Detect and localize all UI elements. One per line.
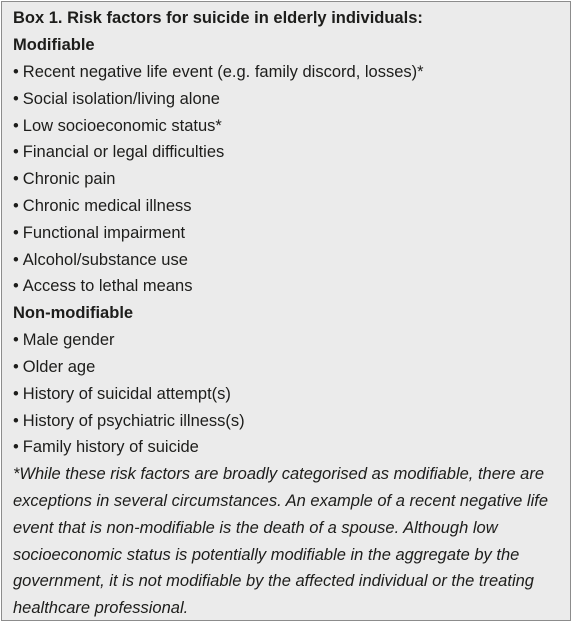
list-item bbox=[13, 434, 570, 461]
bullet-icon: • bbox=[13, 143, 19, 162]
list-item-text: Recent negative life event (e.g. family discord, losses)* bbox=[22, 63, 424, 81]
list-item bbox=[13, 354, 570, 381]
list-item bbox=[13, 273, 570, 300]
bullet-icon: • bbox=[13, 170, 19, 189]
list-item bbox=[13, 247, 570, 274]
risk-factors-box bbox=[1, 1, 571, 621]
list-item bbox=[13, 327, 570, 354]
list-item-text: Male gender bbox=[22, 331, 115, 350]
list-item-text: History of suicidal attempt(s) bbox=[22, 384, 231, 403]
list-item bbox=[13, 408, 570, 435]
bullet-icon: • bbox=[13, 89, 19, 108]
list-item bbox=[13, 59, 570, 86]
list-item-text: Low socioeconomic status* bbox=[22, 116, 222, 135]
list-item-text: Older age bbox=[22, 357, 96, 376]
bullet-icon: • bbox=[13, 196, 19, 215]
list-item-text: Alcohol/substance use bbox=[22, 250, 188, 269]
list-item-text: Access to lethal means bbox=[22, 277, 193, 296]
section-heading-non-modifiable: Non-modifiable bbox=[13, 304, 134, 323]
non-modifiable-list bbox=[13, 327, 570, 461]
list-item bbox=[13, 166, 570, 193]
list-item-text: Chronic medical illness bbox=[22, 196, 192, 215]
bullet-icon: • bbox=[13, 411, 19, 430]
bullet-icon: • bbox=[13, 116, 19, 135]
bullet-icon: • bbox=[13, 63, 19, 81]
list-item bbox=[13, 139, 570, 166]
list-item-text: Family history of suicide bbox=[22, 438, 199, 457]
bullet-icon: • bbox=[13, 223, 19, 242]
box-title: Box 1. Risk factors for suicide in elderly individuals: bbox=[13, 9, 423, 27]
bullet-icon: • bbox=[13, 331, 19, 350]
list-item-text: Financial or legal difficulties bbox=[22, 143, 225, 162]
list-item-text: Functional impairment bbox=[22, 223, 186, 242]
section-heading-modifiable: Modifiable bbox=[13, 36, 95, 54]
list-item bbox=[13, 220, 570, 247]
bullet-icon: • bbox=[13, 250, 19, 269]
bullet-icon: • bbox=[13, 277, 19, 296]
footnote: *While these risk factors are broadly categorised as modifiable, there are exceptions in several circumstances. An example of a recent negative life event that is non-modifiable is the death of a spouse. Although low socioeconomic status is potentially modifiable in the aggregate by the government, it is not modifiable by the affected individual or the treating healthcare professional. bbox=[13, 465, 548, 618]
list-item bbox=[13, 193, 570, 220]
modifiable-list bbox=[13, 59, 570, 300]
bullet-icon: • bbox=[13, 384, 19, 403]
list-item-text: Chronic pain bbox=[22, 170, 116, 189]
bullet-icon: • bbox=[13, 438, 19, 457]
list-item bbox=[13, 86, 570, 113]
list-item-text: History of psychiatric illness(s) bbox=[22, 411, 245, 430]
bullet-icon: • bbox=[13, 357, 19, 376]
list-item bbox=[13, 113, 570, 140]
list-item bbox=[13, 381, 570, 408]
list-item-text: Social isolation/living alone bbox=[22, 89, 220, 108]
